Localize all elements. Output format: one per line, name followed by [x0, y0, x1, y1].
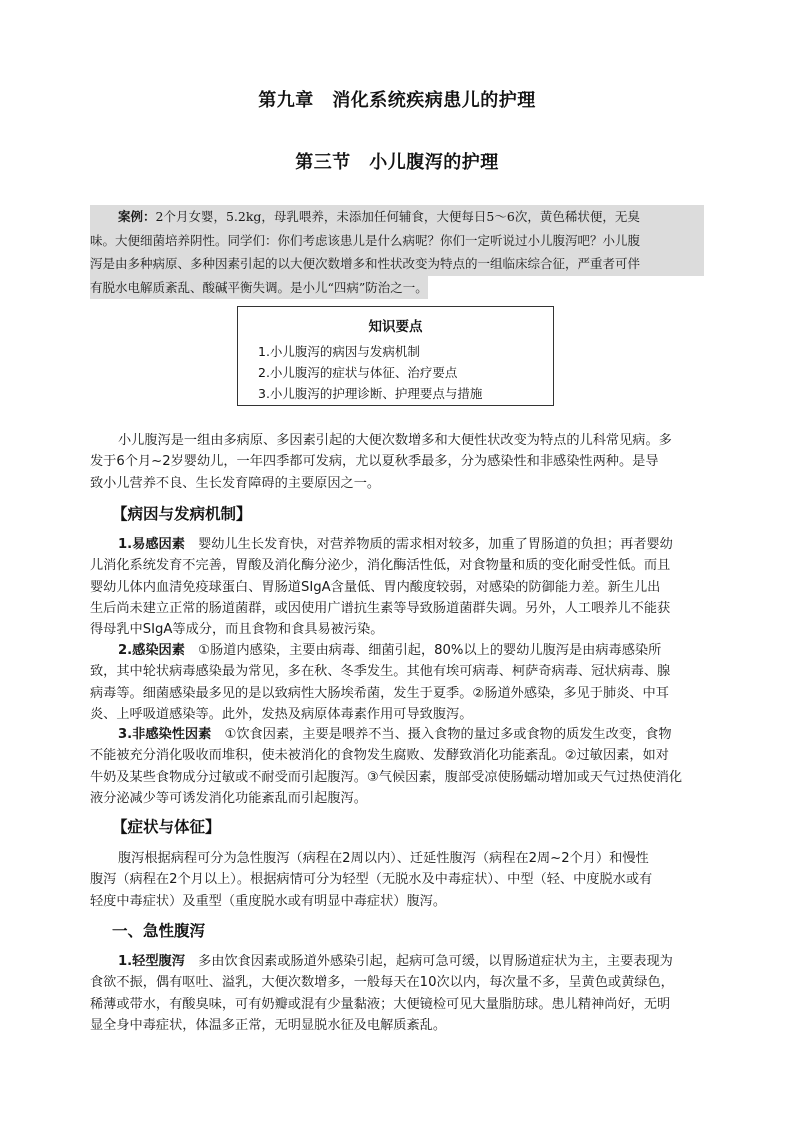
paragraph-line: [90, 724, 704, 745]
paragraph-line: 稀薄或带水，有酸臭味，可有奶瓣或混有少量黏液；大便镜检可见大量脂肪球。患儿精神尚好，无明: [90, 996, 671, 1012]
paragraph-lead: 2.感染因素: [118, 643, 185, 658]
paragraph-noninfection: [90, 724, 704, 809]
paragraph-text: 婴幼儿生长发育快，对营养物质的需求相对较多，加重了胃肠道的负担；再者婴幼: [184, 537, 673, 552]
case-line: 有脱水电解质紊乱、酸碱平衡失调。是小儿“四病”防治之一。: [90, 276, 428, 300]
paragraph-line: 不能被充分消化吸收而堆积，使未被消化的食物发生腐败、发酵致消化功能紊乱。②过敏因素，如对: [90, 748, 669, 764]
paragraph-line: 腹泻（病程在2个月以上）。根据病情可分为轻型（无脱水及中毒症状）、中型（轻、中度脱水或有: [90, 872, 653, 888]
knowledge-point-item: 1.小儿腹泻的病因与发病机制: [258, 344, 420, 359]
paragraph-line: 病毒等。细菌感染最多见的是以致病性大肠埃希菌，发生于夏季。②肠道外感染，多见于肺炎、中耳: [90, 685, 669, 701]
paragraph-line: 显全身中毒症状，体温多正常，无明显脱水征及电解质紊乱。: [90, 1017, 447, 1033]
case-line: 味。大便细菌培养阴性。同学们：你们考虑该患儿是什么病呢？你们一定听说过小儿腹泻吧？小儿腹: [90, 229, 704, 253]
paragraph-lead: 1.轻型腹泻: [118, 954, 185, 969]
paragraph-mild-diarrhea: [90, 951, 704, 1036]
paragraph-lead: 1.易感因素: [118, 537, 185, 552]
paragraph-susceptibility: [90, 534, 704, 640]
paragraph-line: [90, 951, 704, 972]
paragraph-line: 轻度中毒症状）及重型（重度脱水或有明显中毒症状）腹泻。: [90, 893, 447, 909]
case-line: [90, 205, 704, 229]
case-label: 案例：: [118, 209, 156, 224]
paragraph-line: 牛奶及某些食物成分过敏或不耐受而引起腹泻。③气候因素，腹部受凉使肠蠕动增加或天气过热使消化: [90, 769, 683, 785]
paragraph-line: 小儿腹泻是一组由多病原、多因素引起的大便次数增多和大便性状改变为特点的儿科常见病。多: [118, 433, 672, 448]
paragraph-line: 生后尚未建立正常的肠道菌群，或因使用广谱抗生素等导致肠道菌群失调。另外，人工喂养儿不能获: [90, 600, 671, 616]
paragraph-line: 婴幼儿体内血清免疫球蛋白、胃肠道SIgA含量低、胃内酸度较弱，对感染的防御能力差。新生儿出: [90, 579, 661, 595]
section-title: 第三节 小儿腹泻的护理: [295, 152, 499, 173]
paragraph-text: 多由饮食因素或肠道外感染引起，起病可急可缓，以胃肠道症状为主，主要表现为: [184, 954, 673, 969]
knowledge-points-title: 知识要点: [368, 319, 423, 335]
knowledge-points-box: [237, 306, 554, 406]
chapter-title: 第九章 消化系统疾病患儿的护理: [258, 90, 536, 111]
knowledge-point-item: 3.小儿腹泻的护理诊断、护理要点与措施: [258, 386, 483, 401]
paragraph-line: 食欲不振，偶有呕吐、溢乳，大便次数增多，一般每天在10次以内，每次量不多，呈黄色或黄绿色，: [90, 975, 674, 991]
paragraph-line: 腹泻根据病程可分为急性腹泻（病程在2周以内）、迁延性腹泻（病程在2周~2个月）和慢性: [118, 851, 649, 866]
paragraph-infection: [90, 640, 704, 725]
paragraph-line: 得母乳中SIgA等成分，而且食物和食具易被污染。: [90, 622, 384, 638]
heading-acute-diarrhea: 一、急性腹泻: [112, 922, 206, 940]
paragraph-line: [90, 534, 704, 555]
case-line: 泻是由多种病原、多种因素引起的以大便次数增多和性状改变为特点的一组临床综合征，严重者可伴: [90, 252, 704, 276]
paragraph-line: 炎、上呼吸道感染等。此外，发热及病原体毒素作用可导致腹泻。: [90, 706, 473, 722]
paragraph-line: 发于6个月~2岁婴幼儿，一年四季都可发病，尤以夏秋季最多，分为感染性和非感染性两种。是导: [90, 454, 659, 470]
paragraph-line: 致小儿营养不良、生长发育障碍的主要原因之一。: [90, 475, 381, 491]
paragraph-text: ①肠道内感染，主要由病毒、细菌引起，80%以上的婴幼儿腹泻是由病毒感染所: [184, 643, 662, 658]
paragraph-text: ①饮食因素，主要是喂养不当、摄入食物的量过多或食物的质发生改变，食物: [211, 727, 672, 742]
paragraph-lead: 3.非感染性因素: [118, 727, 212, 742]
knowledge-point-item: 2.小儿腹泻的症状与体征、治疗要点: [258, 365, 458, 380]
case-box: [90, 205, 704, 307]
paragraph-line: 致，其中轮状病毒感染最为常见，多在秋、冬季发生。其他有埃可病毒、柯萨奇病毒、冠状病毒、腺: [90, 664, 671, 680]
symptoms-paragraph: [90, 848, 704, 912]
paragraph-line: [90, 640, 704, 661]
intro-paragraph: [90, 430, 704, 494]
paragraph-line: 液分泌减少等可诱发消化功能紊乱而引起腹泻。: [90, 790, 367, 806]
paragraph-line: 儿消化系统发育不完善，胃酸及消化酶分泌少，消化酶活性低，对食物量和质的变化耐受性低。而且: [90, 558, 671, 574]
case-text: 2个月女婴，5.2kg，母乳喂养，未添加任何辅食，大便每日5～6次，黄色稀状便，无臭: [155, 209, 640, 224]
heading-etiology: 【病因与发病机制】: [112, 505, 252, 523]
heading-symptoms: 【症状与体征】: [112, 818, 221, 836]
